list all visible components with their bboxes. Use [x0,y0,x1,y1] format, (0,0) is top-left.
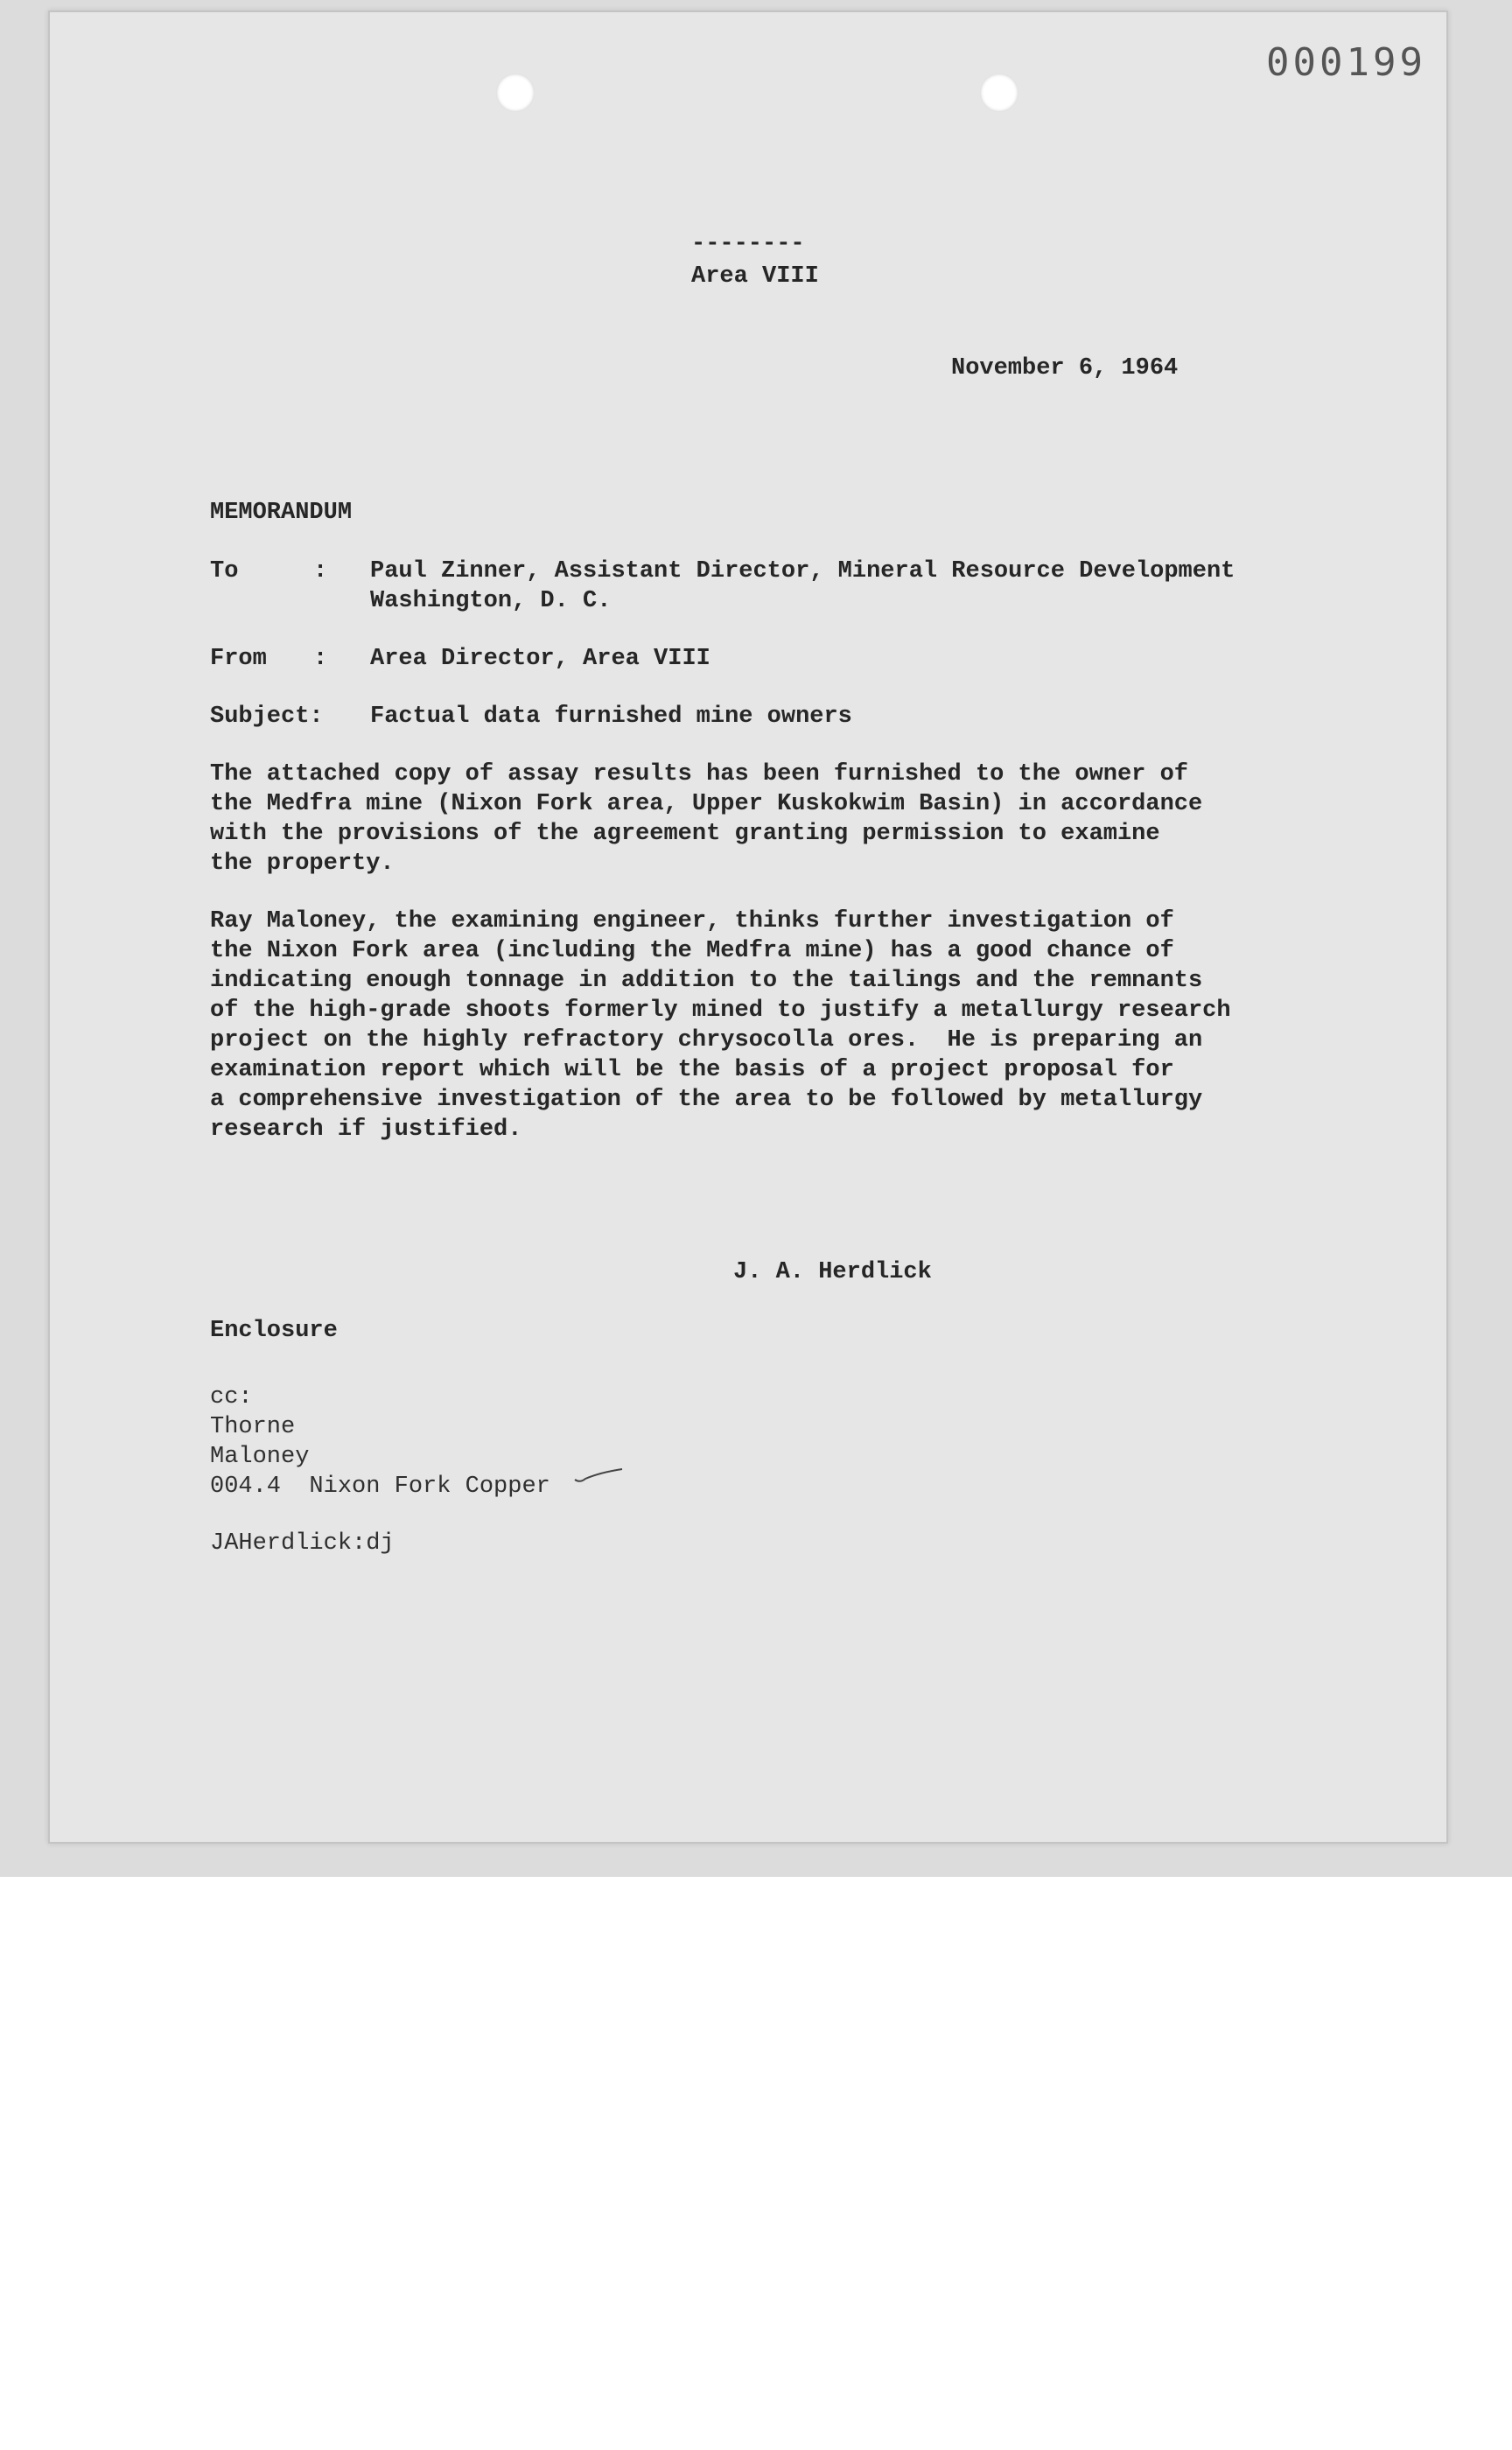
signature: J. A. Herdlick [733,1259,932,1285]
memo-title: MEMORANDUM [210,500,353,526]
cc-list: cc: Thorne Maloney 004.4 Nixon Fork Copper [210,1384,550,1500]
punch-hole-left [496,74,535,112]
subject-label: Subject: [210,704,324,730]
from-colon: : [313,646,328,672]
subject-value: Factual data furnished mine owners [370,704,852,730]
body-paragraph-2: Ray Maloney, the examining engineer, thinks further investigation of the Nixon Fork area (including the Medfra mine) has a good chance of indicating enough tonnage in addition to the tailings and the remnants of the high-grade shoots formerly mined to justify a metallurgy research project on the highly refractory chrysocolla ores. He is preparing an examination report which will be the basis of a project proposal for a comprehensive investigation of the area to be followed by metallurgy research if justified. [210,908,1231,1143]
enclosure-note: Enclosure [210,1318,338,1344]
punch-hole-right [980,74,1018,112]
typist-initials: JAHerdlick:dj [210,1530,395,1557]
from-label: From [210,646,267,672]
to-colon: : [313,558,328,584]
body-paragraph-1: The attached copy of assay results has been furnished to the owner of the Medfra mine (Nixon Fork area, Upper Kuskokwim Basin) in accordance with the provisions of the agreement granting permission to examine the property. [210,761,1203,877]
from-value: Area Director, Area VIII [370,646,710,672]
memo-date: November 6, 1964 [951,355,1179,382]
to-value: Paul Zinner, Assistant Director, Mineral Resource Development Washington, D. C. [370,558,1236,614]
header-area: Area VIII [691,263,819,290]
page-number-stamp: 000199 [1266,40,1426,85]
header-dashes: -------- [691,231,805,257]
handwritten-check-icon [573,1467,626,1485]
to-label: To [210,558,239,584]
